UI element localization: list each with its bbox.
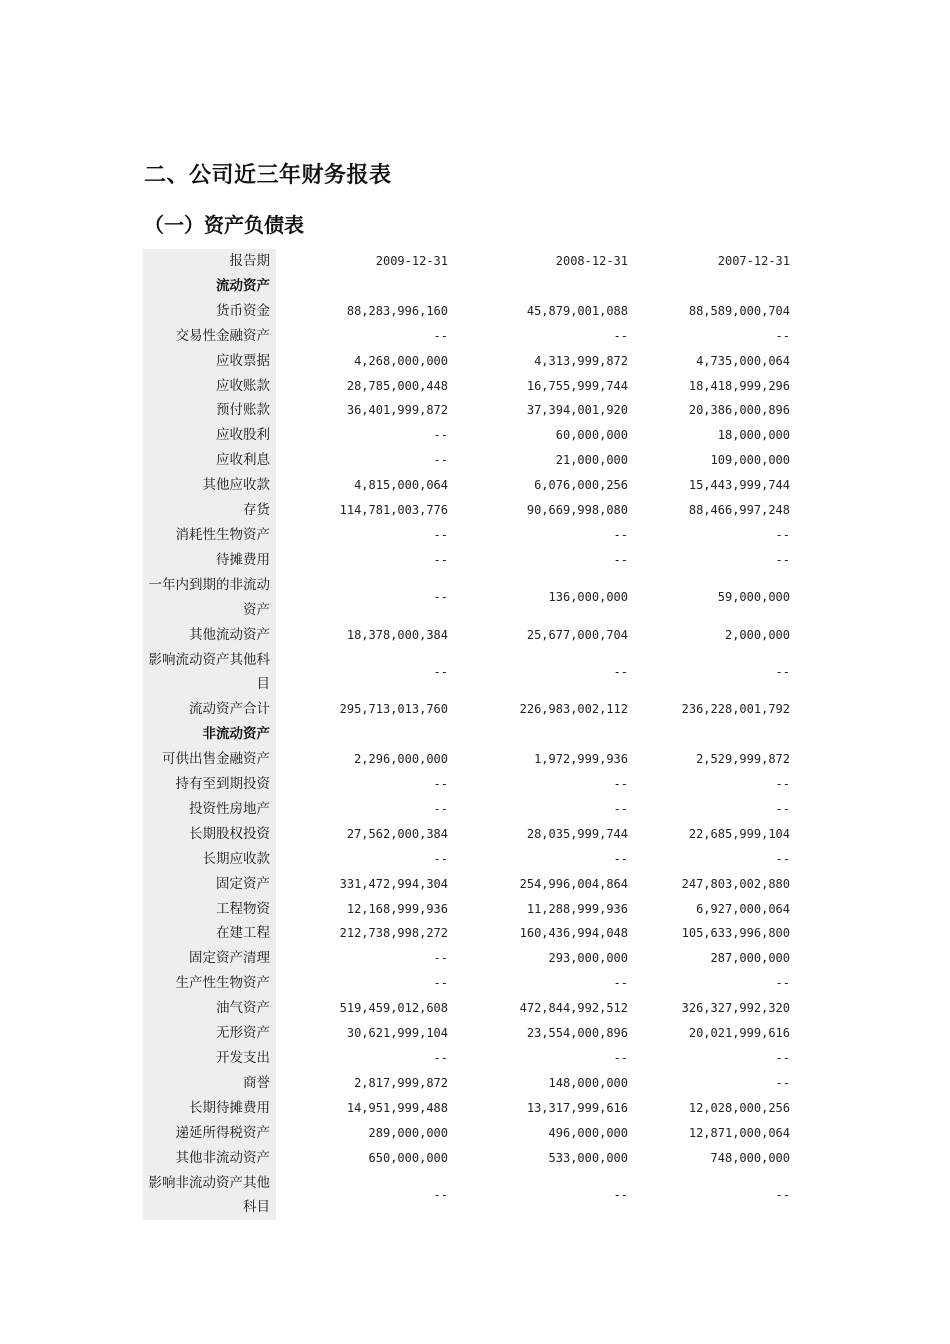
table-row: [143, 548, 803, 573]
row-value-2007: --: [775, 664, 790, 679]
row-value-2009: --: [433, 801, 448, 816]
row-value-2007: 326,327,992,320: [681, 1001, 790, 1016]
row-value-2009: --: [433, 664, 448, 679]
row-value-2007: --: [775, 1075, 790, 1090]
row-value-2009: 30,621,999,104: [346, 1026, 448, 1041]
table-row: [143, 299, 803, 324]
row-label: 影响非流动资产其他科目: [143, 1171, 276, 1221]
table-row: [143, 946, 803, 971]
row-label: 应收账款: [143, 374, 276, 399]
row-value-2007: 18,418,999,296: [688, 378, 790, 393]
row-value-2008: 13,317,999,616: [526, 1100, 628, 1115]
row-value-2009: [276, 722, 453, 747]
row-value-2007: [633, 722, 803, 747]
table-row: [143, 822, 803, 847]
table-row: [143, 448, 803, 473]
row-label: 货币资金: [143, 299, 276, 324]
row-value-2008: [453, 274, 633, 299]
row-label: 在建工程: [143, 921, 276, 946]
section-label: 流动资产: [143, 274, 276, 299]
row-label: 固定资产: [143, 872, 276, 897]
row-value-2009: 519,459,012,608: [339, 1001, 448, 1016]
row-value-2008: 16,755,999,744: [526, 378, 628, 393]
row-value-2007: 105,633,996,800: [681, 926, 790, 941]
row-value-2008: [453, 722, 633, 747]
table-row: [143, 398, 803, 423]
row-value-2009: --: [433, 328, 448, 343]
row-label: 固定资产清理: [143, 946, 276, 971]
header-label: 报告期: [143, 249, 276, 274]
subsection-heading: （一）资产负债表: [144, 213, 304, 237]
row-value-2007: 20,021,999,616: [688, 1026, 790, 1041]
row-value-2008: 148,000,000: [548, 1075, 628, 1090]
row-value-2008: 37,394,001,920: [526, 403, 628, 418]
row-value-2008: 23,554,000,896: [526, 1026, 628, 1041]
row-value-2009: 114,781,003,776: [339, 503, 448, 518]
header-period-2007: 2007-12-31: [717, 254, 790, 268]
row-label: 流动资产合计: [143, 697, 276, 722]
table-row: [143, 374, 803, 399]
row-label: 油气资产: [143, 996, 276, 1021]
row-value-2007: 4,735,000,064: [696, 353, 790, 368]
row-label: 可供出售金融资产: [143, 747, 276, 772]
row-value-2008: 28,035,999,744: [526, 826, 628, 841]
table-row: [143, 897, 803, 922]
row-value-2007: --: [775, 976, 790, 991]
row-value-2008: 254,996,004,864: [519, 876, 628, 891]
row-value-2008: --: [613, 1051, 628, 1065]
row-value-2007: 12,028,000,256: [688, 1100, 790, 1115]
row-label: 应收利息: [143, 448, 276, 473]
row-label: 存货: [143, 498, 276, 523]
table-row: [143, 1146, 803, 1171]
row-value-2007: 88,466,997,248: [688, 503, 790, 518]
row-value-2007: --: [775, 328, 790, 343]
row-label: 其他应收款: [143, 473, 276, 498]
row-value-2007: 2,000,000: [724, 627, 790, 642]
row-value-2008: 136,000,000: [548, 590, 628, 605]
row-value-2009: --: [433, 951, 448, 966]
row-label: 长期应收款: [143, 847, 276, 872]
row-label: 递延所得税资产: [143, 1121, 276, 1146]
row-value-2009: 650,000,000: [368, 1150, 448, 1165]
row-label: 生产性生物资产: [143, 971, 276, 996]
row-value-2007: 287,000,000: [710, 951, 790, 966]
row-value-2008: 4,313,999,872: [534, 353, 628, 368]
row-value-2007: 22,685,999,104: [688, 826, 790, 841]
row-value-2007: 59,000,000: [717, 590, 790, 605]
row-value-2009: --: [433, 552, 448, 567]
row-value-2009: --: [433, 1187, 448, 1202]
row-value-2007: 109,000,000: [710, 453, 790, 468]
row-value-2008: --: [613, 664, 628, 679]
table-row: [143, 1121, 803, 1146]
row-label: 工程物资: [143, 897, 276, 922]
table-row: [143, 648, 803, 698]
row-value-2008: --: [613, 328, 628, 343]
table-row: [143, 847, 803, 872]
table-row: [143, 324, 803, 349]
row-value-2009: 212,738,998,272: [339, 926, 448, 941]
row-label: 影响流动资产其他科目: [143, 648, 276, 698]
table-row: [143, 349, 803, 374]
row-value-2008: --: [613, 552, 628, 567]
row-value-2009: 2,296,000,000: [354, 752, 448, 767]
row-value-2008: 60,000,000: [555, 428, 628, 443]
row-value-2009: --: [433, 590, 448, 605]
row-value-2008: 496,000,000: [548, 1125, 628, 1140]
row-value-2009: 295,713,013,760: [339, 702, 448, 717]
row-value-2008: 160,436,994,048: [519, 926, 628, 941]
row-value-2009: 2,817,999,872: [354, 1075, 448, 1090]
row-value-2009: --: [433, 777, 448, 792]
row-value-2008: --: [613, 976, 628, 991]
row-label: 投资性房地产: [143, 797, 276, 822]
row-label: 其他流动资产: [143, 623, 276, 648]
table-row: [143, 971, 803, 996]
table-row: [143, 996, 803, 1021]
row-value-2008: 11,288,999,936: [526, 901, 628, 916]
table-row: [143, 921, 803, 946]
row-value-2009: 27,562,000,384: [346, 826, 448, 841]
row-label: 待摊费用: [143, 548, 276, 573]
table-row: [143, 1021, 803, 1046]
table-row: [143, 1071, 803, 1096]
row-value-2008: --: [613, 1187, 628, 1202]
section-heading: 二、公司近三年财务报表: [144, 163, 392, 188]
table-row: [143, 573, 803, 623]
row-value-2007: --: [775, 801, 790, 816]
row-label: 无形资产: [143, 1021, 276, 1046]
table-row: [143, 1046, 803, 1071]
row-value-2008: --: [613, 527, 628, 542]
table-row: [143, 423, 803, 448]
row-value-2008: 293,000,000: [548, 951, 628, 966]
row-value-2008: 45,879,001,088: [526, 303, 628, 318]
table-row: [143, 498, 803, 523]
row-value-2009: 289,000,000: [368, 1125, 448, 1140]
row-label: 其他非流动资产: [143, 1146, 276, 1171]
row-value-2007: 20,386,000,896: [688, 403, 790, 418]
table-row: [143, 623, 803, 648]
row-label: 持有至到期投资: [143, 772, 276, 797]
row-value-2007: 15,443,999,744: [688, 478, 790, 493]
row-value-2009: 28,785,000,448: [346, 378, 448, 393]
row-value-2008: 533,000,000: [548, 1150, 628, 1165]
row-value-2009: --: [433, 976, 448, 991]
row-value-2007: [633, 274, 803, 299]
row-label: 长期股权投资: [143, 822, 276, 847]
row-label: 商誉: [143, 1071, 276, 1096]
table-row: [143, 747, 803, 772]
row-value-2009: 14,951,999,488: [346, 1100, 448, 1115]
table-row: [143, 872, 803, 897]
row-label: 预付账款: [143, 398, 276, 423]
table-row: [143, 1096, 803, 1121]
row-value-2009: 4,268,000,000: [354, 353, 448, 368]
table-row: [143, 523, 803, 548]
row-value-2009: 88,283,996,160: [346, 303, 448, 318]
row-value-2008: --: [613, 777, 628, 792]
row-label: 长期待摊费用: [143, 1096, 276, 1121]
row-value-2009: 4,815,000,064: [354, 478, 448, 493]
row-value-2007: --: [775, 851, 790, 866]
table-header-row: [143, 249, 803, 274]
row-value-2007: --: [775, 552, 790, 567]
row-value-2008: 6,076,000,256: [534, 478, 628, 493]
row-value-2007: 18,000,000: [717, 428, 790, 443]
table-row: [143, 1171, 803, 1221]
table-section-row: [143, 722, 803, 747]
row-label: 交易性金融资产: [143, 324, 276, 349]
row-value-2008: 90,669,998,080: [526, 503, 628, 518]
row-value-2007: 6,927,000,064: [696, 901, 790, 916]
table-row: [143, 797, 803, 822]
row-value-2008: 25,677,000,704: [526, 627, 628, 642]
row-label: 应收票据: [143, 349, 276, 374]
row-value-2008: 21,000,000: [555, 453, 628, 468]
section-label: 非流动资产: [143, 722, 276, 747]
row-value-2009: 12,168,999,936: [346, 901, 448, 916]
row-value-2008: 472,844,992,512: [519, 1001, 628, 1016]
header-period-2008: 2008-12-31: [555, 254, 628, 268]
table-section-row: [143, 274, 803, 299]
balance-sheet-table: [143, 249, 803, 1220]
row-value-2009: 36,401,999,872: [346, 403, 448, 418]
balance-sheet-body: [143, 249, 803, 1220]
row-value-2007: 88,589,000,704: [688, 303, 790, 318]
row-value-2008: --: [613, 851, 628, 866]
row-value-2008: 226,983,002,112: [519, 702, 628, 717]
row-value-2007: --: [775, 1187, 790, 1202]
row-value-2009: --: [433, 428, 448, 443]
row-value-2009: --: [433, 851, 448, 866]
row-value-2007: 12,871,000,064: [688, 1125, 790, 1140]
row-label: 一年内到期的非流动资产: [143, 573, 276, 623]
row-value-2009: [276, 274, 453, 299]
row-value-2007: --: [775, 527, 790, 542]
table-row: [143, 697, 803, 722]
row-value-2008: 1,972,999,936: [534, 752, 628, 767]
table-row: [143, 473, 803, 498]
row-value-2007: --: [775, 777, 790, 792]
row-value-2009: 331,472,994,304: [339, 876, 448, 891]
row-value-2007: 748,000,000: [710, 1150, 790, 1165]
row-value-2007: --: [775, 1051, 790, 1065]
row-value-2009: 18,378,000,384: [346, 627, 448, 642]
row-label: 应收股利: [143, 423, 276, 448]
header-period-2009: 2009-12-31: [375, 254, 448, 268]
row-value-2009: --: [433, 527, 448, 542]
row-value-2007: 247,803,002,880: [681, 876, 790, 891]
row-label: 开发支出: [143, 1046, 276, 1071]
table-row: [143, 772, 803, 797]
row-value-2007: 236,228,001,792: [681, 702, 790, 717]
row-value-2007: 2,529,999,872: [696, 752, 790, 767]
row-value-2008: --: [613, 801, 628, 816]
row-label: 消耗性生物资产: [143, 523, 276, 548]
row-value-2009: --: [433, 453, 448, 468]
row-value-2009: --: [433, 1051, 448, 1065]
